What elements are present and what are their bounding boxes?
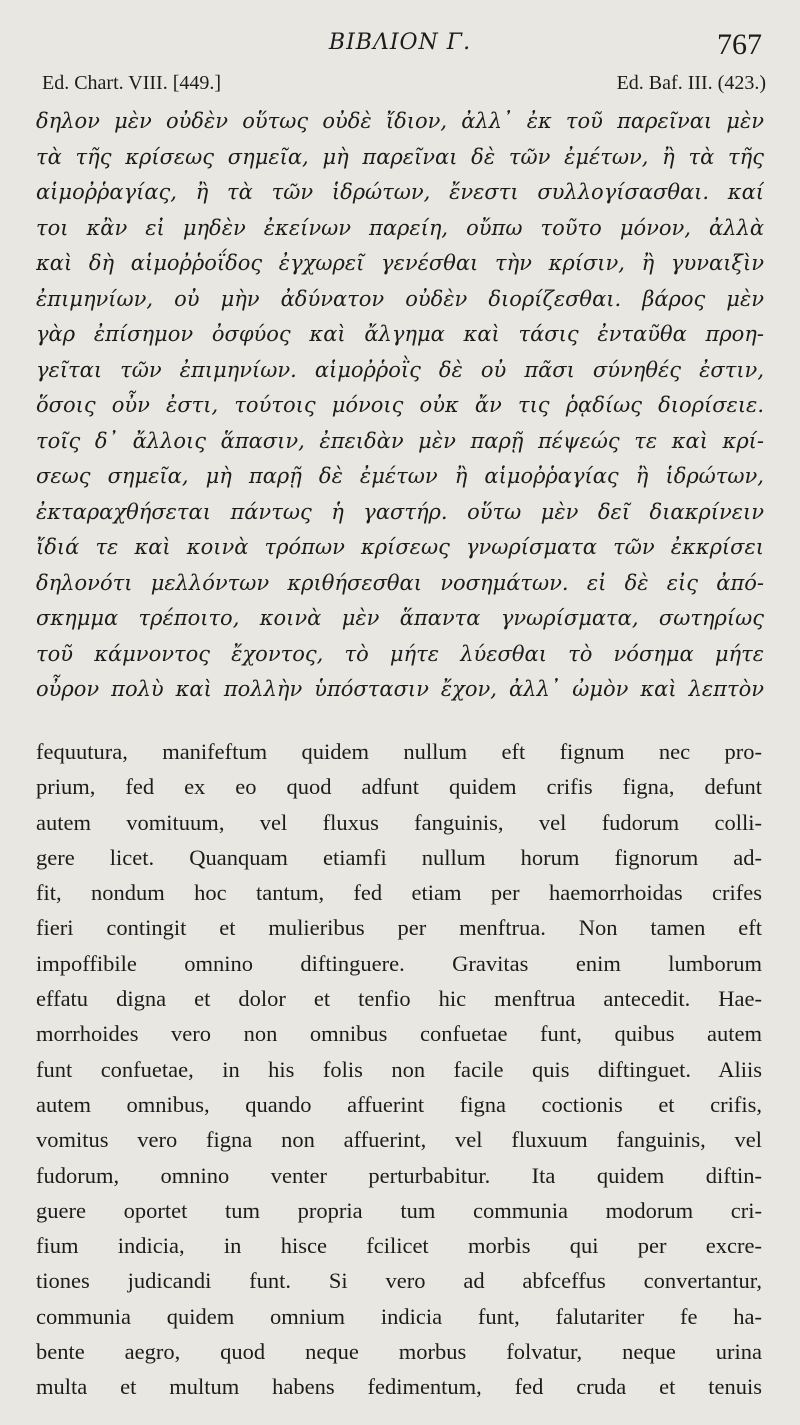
latin-text-line: bente aegro, quod neque morbus folvatur, neque urina — [36, 1339, 762, 1365]
latin-text-line: funt confuetae, in his folis non facile quis diftinguet. Aliis — [36, 1056, 762, 1082]
latin-text-line: tiones judicandi funt. Si vero ad abfceffus convertantur, — [36, 1268, 762, 1294]
page-number: 767 — [717, 28, 762, 61]
greek-text-line: οὖρον πολὺ καὶ πολλὴν ὑπόστασιν ἔχον, ἀλλ᾽ ὠμὸν καὶ λεπτὸν — [36, 677, 764, 701]
latin-text-line: impoffibile omnino diftinguere. Gravitas enim lumborum — [36, 950, 762, 976]
latin-text-block — [36, 734, 762, 1405]
edition-ref-chart: Ed. Chart. VIII. [449.] — [42, 72, 222, 94]
latin-text-line: fieri contingit et mulieribus per menftrua. Non tamen eft — [36, 915, 762, 941]
greek-text-line: ἐκταραχθήσεται πάντως ἡ γαστήρ. οὕτω μὲν δεῖ διακρίνειν — [36, 499, 764, 524]
greek-text-line: σεως σημεῖα, μὴ παρῇ δὲ ἐμέτων ἢ αἱμοῤῥαγίας ἢ ἱδρώτων, — [36, 464, 764, 488]
greek-text-line: σκημμα τρέποιτο, κοινὰ μὲν ἅπαντα γνωρίσματα, σωτηρίως — [36, 606, 764, 630]
greek-text-line: ὅσοις οὖν ἐστι, τούτοις μόνοις οὐκ ἄν τις ῥᾳδίως διορίσειε. — [36, 393, 764, 417]
latin-text-line: vomitus vero figna non affuerint, vel fluxuum fanguinis, vel — [36, 1127, 762, 1153]
greek-text-line: τοι κἂν εἰ μηδὲν ἐκείνων παρείη, οὔπω τοῦτο μόνον, ἀλλὰ — [36, 215, 764, 240]
latin-text-line: guere oportet tum propria tum communia modorum cri- — [36, 1197, 762, 1223]
latin-text-line: multa et multum habens fedimentum, fed cruda et tenuis — [36, 1374, 762, 1400]
greek-text-block — [36, 104, 764, 708]
latin-text-line: fit, nondum hoc tantum, fed etiam per haemorrhoidas crifes — [36, 880, 762, 906]
latin-text-line: autem vomituum, vel fluxus fanguinis, vel fudorum colli- — [36, 809, 762, 835]
greek-text-line: τοῖς δ᾽ ἄλλοις ἅπασιν, ἐπειδὰν μὲν παρῇ πέψεώς τε καὶ κρί- — [36, 428, 764, 453]
running-head — [0, 28, 800, 68]
latin-text-line: fium indicia, in hisce fcilicet morbis qui per excre- — [36, 1233, 762, 1259]
greek-text-line: τὰ τῆς κρίσεως σημεῖα, μὴ παρεῖναι δὲ τῶν ἐμέτων, ἢ τὰ τῆς — [36, 144, 764, 169]
latin-text-line: gere licet. Quanquam etiamfi nullum horum fignorum ad- — [36, 844, 762, 870]
latin-text-line: autem omnibus, quando affuerint figna coctionis et crifis, — [36, 1091, 762, 1117]
running-title: BIBΛION Γ. — [328, 30, 472, 55]
greek-text-line: ἐπιμηνίων, οὐ μὴν ἀδύνατον οὐδὲν διορίζεσθαι. βάρος μὲν — [36, 286, 764, 311]
greek-text-line: γεῖται τῶν ἐπιμηνίων. αἱμοῤῥοῒς δὲ οὐ πᾶσι σύνηθές ἐστιν, — [36, 357, 764, 382]
latin-text-line: fequutura, manifeftum quidem nullum eft fignum nec pro- — [36, 739, 762, 764]
greek-text-line: τοῦ κάμνοντος ἔχοντος, τὸ μήτε λύεσθαι τὸ νόσημα μήτε — [36, 641, 764, 666]
greek-text-line: δηλον μὲν οὐδὲν οὕτως οὐδὲ ἴδιον, ἀλλ᾽ ἐκ τοῦ παρεῖναι μὲν — [36, 109, 764, 133]
greek-text-line: γὰρ ἐπίσημον ὀσφύος καὶ ἄλγημα καὶ τάσις ἐνταῦθα προη- — [36, 322, 764, 346]
latin-text-line: effatu digna et dolor et tenfio hic menftrua antecedit. Hae- — [36, 986, 762, 1012]
latin-text-line: morrhoides vero non omnibus confuetae funt, quibus autem — [36, 1021, 762, 1047]
edition-references — [0, 72, 800, 102]
greek-text-line: αἱμοῤῥαγίας, ἢ τὰ τῶν ἱδρώτων, ἔνεστι συλλογίσασθαι. καί — [36, 180, 764, 204]
edition-ref-basel: Ed. Baf. III. (423.) — [616, 72, 766, 94]
greek-text-line: δηλονότι μελλόντων κριθήσεσθαι νοσημάτων. εἰ δὲ εἰς ἀπό- — [36, 570, 764, 595]
greek-text-line: ἴδιά τε καὶ κοινὰ τρόπων κρίσεως γνωρίσματα τῶν ἐκκρίσει — [36, 535, 764, 559]
greek-text-line: καὶ δὴ αἱμοῤῥοΐδος ἐγχωρεῖ γενέσθαι τὴν κρίσιν, ἢ γυναιξὶν — [36, 251, 764, 275]
latin-text-line: prium, fed ex eo quod adfunt quidem crifis figna, defunt — [36, 774, 762, 800]
latin-text-line: communia quidem omnium indicia funt, falutariter fe ha- — [36, 1303, 762, 1329]
latin-text-line: fudorum, omnino venter perturbabitur. Ita quidem diftin- — [36, 1162, 762, 1188]
